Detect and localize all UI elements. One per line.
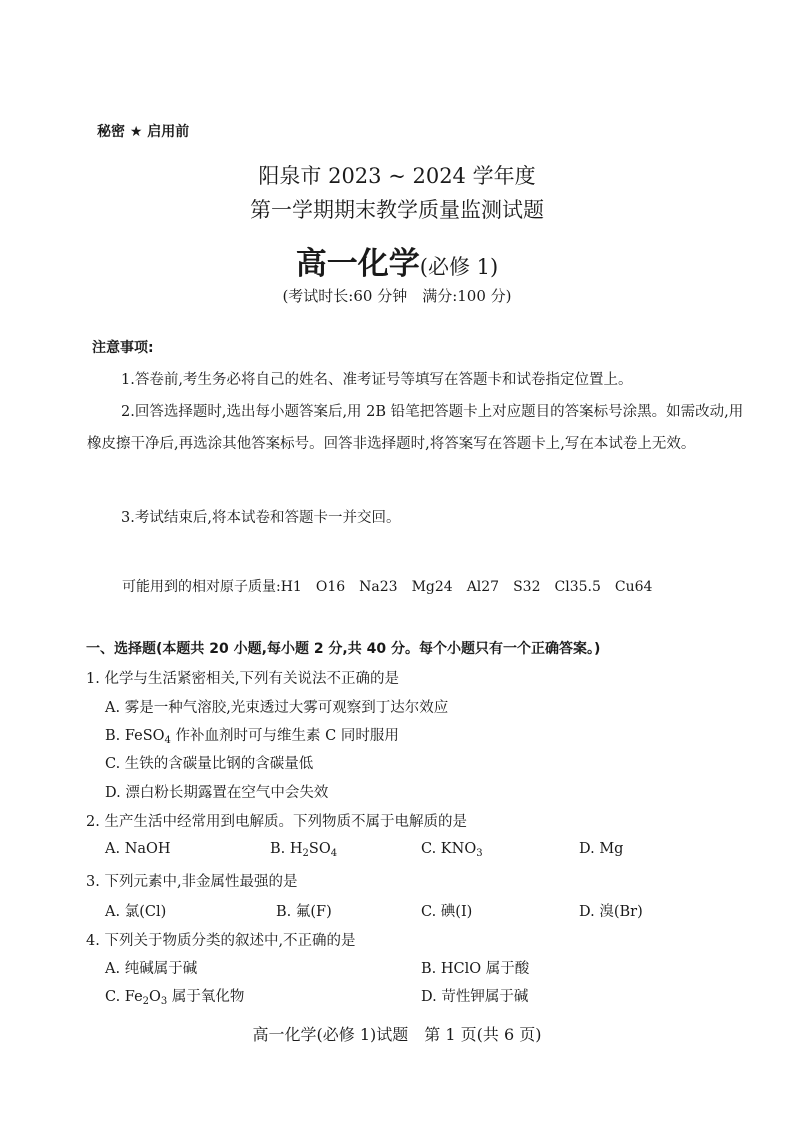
question-4-option-c: C. $Fe_2O_3$ 属于氧化物 bbox=[105, 989, 245, 1007]
question-4-stem: 4. 下列关于物质分类的叙述中,不正确的是 bbox=[86, 933, 356, 949]
notice-item-1: 1.答卷前,考生务必将自己的姓名、准考证号等填写在答题卡和试卷指定位置上。 bbox=[121, 372, 633, 388]
subject-name: 高一化学 bbox=[295, 246, 420, 282]
exam-duration: (考试时长:60 分钟 满分:100 分) bbox=[282, 287, 512, 305]
question-1-stem: 1. 化学与生活紧密相关,下列有关说法不正确的是 bbox=[86, 671, 400, 687]
subject-title bbox=[0, 238, 794, 283]
question-4-option-a: A. 纯碱属于碱 bbox=[105, 961, 198, 977]
question-3-option-a: A. 氯(Cl) bbox=[105, 904, 167, 920]
subject-module: (必修 1) bbox=[419, 255, 499, 279]
atomic-mass-item: O16 bbox=[315, 579, 346, 595]
atomic-mass-item: Mg24 bbox=[411, 579, 453, 595]
notice-item-2: 2.回答选择题时,选出每小题答案后,用 2B 铅笔把答题卡上对应题目的答案标号涂黑。如需改动,用橡皮擦干净后,再选涂其他答案标号。回答非选择题时,将答案写在答题卡上,写在本试卷上无效。 bbox=[87, 404, 744, 452]
question-2-option-c: C. $KNO_3$ bbox=[421, 841, 483, 859]
atomic-mass-item: Cu64 bbox=[614, 579, 653, 595]
exam-title-line1: 阳泉市 2023 ~ 2024 学年度 bbox=[258, 164, 536, 188]
question-3-option-b: B. 氟(F) bbox=[276, 904, 332, 920]
atomic-mass-line bbox=[122, 576, 666, 596]
question-2-stem: 2. 生产生活中经常用到电解质。下列物质不属于电解质的是 bbox=[86, 814, 467, 830]
atomic-mass-item: Al27 bbox=[466, 579, 500, 595]
notice-item-3: 3.考试结束后,将本试卷和答题卡一并交回。 bbox=[121, 510, 401, 526]
question-2-option-d: D. Mg bbox=[579, 841, 624, 857]
atomic-mass-item: S32 bbox=[513, 579, 541, 595]
confidential-label: 秘密 ★ 启用前 bbox=[97, 124, 190, 140]
question-3-option-d: D. 溴(Br) bbox=[579, 904, 643, 920]
atomic-mass-item: Cl35.5 bbox=[554, 579, 601, 595]
question-2-option-a: A. NaOH bbox=[105, 841, 171, 857]
atomic-mass-item: Na23 bbox=[359, 579, 398, 595]
question-2-option-b: B. $H_2SO_4$ bbox=[270, 841, 338, 859]
question-3-stem: 3. 下列元素中,非金属性最强的是 bbox=[86, 874, 298, 890]
question-1-option-b: B. FeSO$_4$ 作补血剂时可与维生素 C 同时服用 bbox=[105, 728, 399, 746]
notice-heading: 注意事项: bbox=[92, 340, 154, 356]
page-footer: 高一化学(必修 1)试题 第 1 页(共 6 页) bbox=[252, 1025, 542, 1044]
question-4-option-b: B. HClO 属于酸 bbox=[421, 961, 530, 977]
question-3-option-c: C. 碘(I) bbox=[421, 904, 473, 920]
question-4-option-d: D. 苛性钾属于碱 bbox=[421, 989, 529, 1005]
atomic-mass-label: 可能用到的相对原子质量: bbox=[122, 579, 281, 595]
question-1-option-c: C. 生铁的含碳量比钢的含碳量低 bbox=[105, 756, 314, 772]
question-1-option-a: A. 雾是一种气溶胶,光束透过大雾可观察到丁达尔效应 bbox=[105, 700, 449, 716]
question-1-option-d: D. 漂白粉长期露置在空气中会失效 bbox=[105, 785, 329, 801]
exam-title-line2: 第一学期期末教学质量监测试题 bbox=[250, 198, 544, 222]
atomic-mass-item: H1 bbox=[280, 579, 302, 595]
section-heading: 一、选择题(本题共 20 小题,每小题 2 分,共 40 分。每个小题只有一个正确答案。) bbox=[86, 641, 601, 657]
